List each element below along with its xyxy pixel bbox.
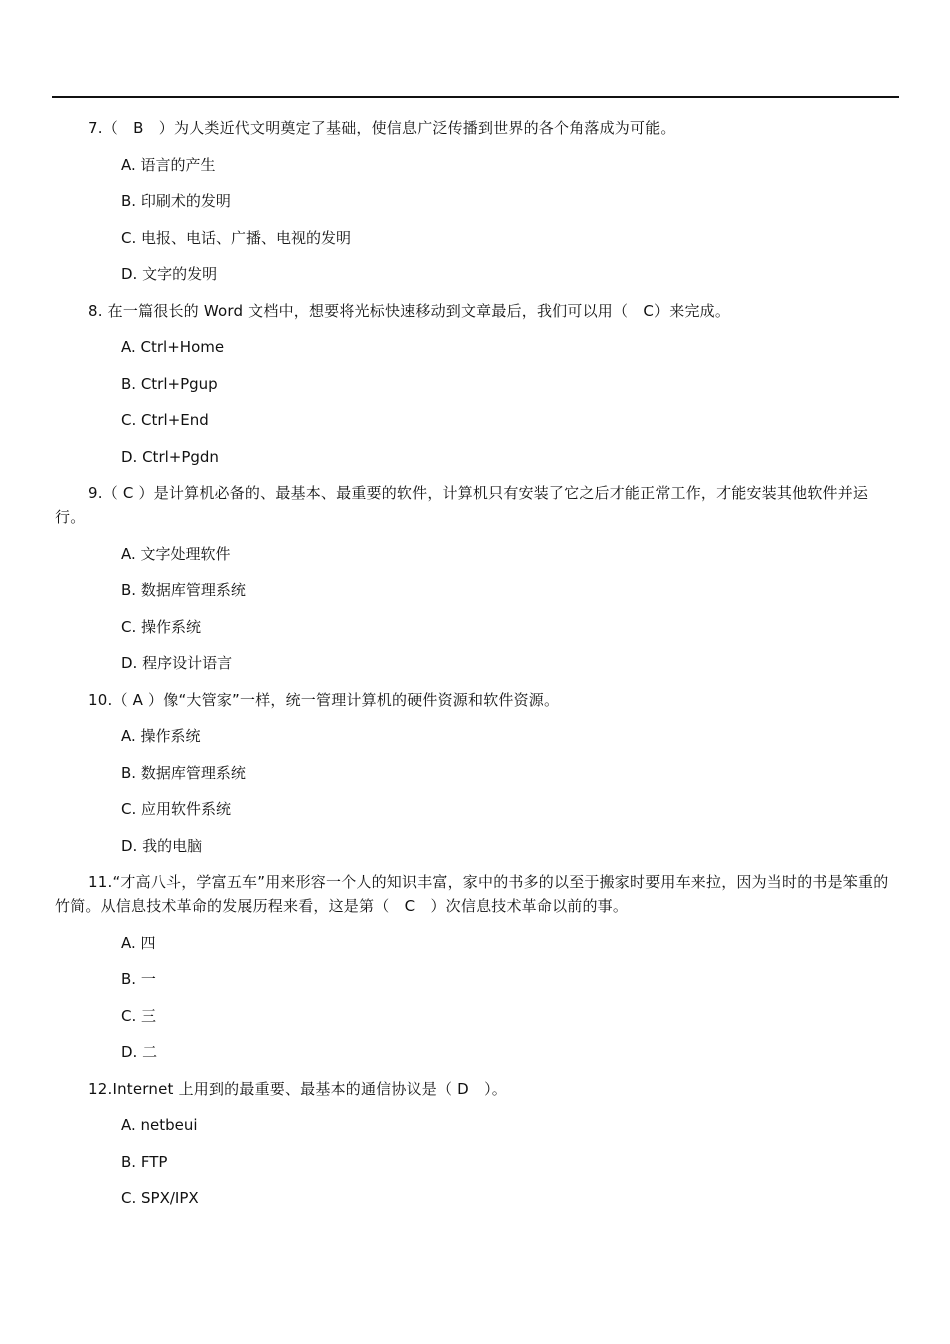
option-b: B. 印刷术的发明 — [121, 192, 231, 210]
option-c: C. 电报、电话、广播、电视的发明 — [121, 228, 352, 247]
option-a: A. 语言的产生 — [121, 155, 216, 174]
question-stem: 12.Internet 上用到的最重要、最基本的通信协议是（ D ）。 — [88, 1079, 508, 1098]
question-10 — [0, 688, 950, 858]
option-c: C. 应用软件系统 — [121, 800, 232, 818]
option-c: C. 三 — [121, 1006, 157, 1025]
question-7 — [0, 116, 950, 286]
option-b: B. 数据库管理系统 — [121, 763, 246, 782]
question-stem: 7.（ B ）为人类近代文明奠定了基础，使信息广泛传播到世界的各个角落成为可能。 — [88, 119, 676, 137]
question-8 — [0, 299, 950, 469]
option-b: B. FTP — [121, 1152, 168, 1171]
option-a: A. netbeui — [121, 1116, 198, 1134]
option-b: B. Ctrl+Pgup — [121, 374, 218, 393]
question-stem: 8. 在一篇很长的 Word 文档中，想要将光标快速移动到文章最后，我们可以用（ C）来完成。 — [88, 301, 731, 320]
option-a: A. Ctrl+Home — [121, 338, 225, 356]
option-c: C. 操作系统 — [121, 617, 202, 636]
option-b: B. 数据库管理系统 — [121, 581, 246, 599]
option-b: B. 一 — [121, 970, 156, 988]
question-9 — [0, 481, 950, 675]
question-stem: 11.“才高八斗，学富五车”用来形容一个人的知识丰富，家中的书多的以至于搬家时要用车来拉，因为当时的书是笨重的竹简。从信息技术革命的发展历程来看，这是第（ C ）次信息技术革命以前的事。 — [55, 873, 889, 915]
option-d: D. 程序设计语言 — [121, 654, 233, 672]
option-a: A. 操作系统 — [121, 727, 201, 745]
option-c: C. SPX/IPX — [121, 1189, 199, 1207]
question-12 — [0, 1077, 950, 1211]
header-rule — [52, 96, 899, 98]
option-a: A. 文字处理软件 — [121, 544, 231, 563]
option-d: D. Ctrl+Pgdn — [121, 447, 219, 466]
question-stem: 9.（ C ）是计算机必备的、最基本、最重要的软件，计算机只有安装了它之后才能正常工作，才能安装其他软件并运行。 — [55, 484, 869, 526]
option-d: D. 我的电脑 — [121, 836, 203, 855]
question-stem: 10.（ A ）像“大管家”一样，统一管理计算机的硬件资源和软件资源。 — [88, 690, 560, 709]
option-d: D. 文字的发明 — [121, 265, 218, 283]
question-11 — [0, 870, 950, 1064]
option-c: C. Ctrl+End — [121, 411, 209, 429]
option-d: D. 二 — [121, 1043, 158, 1061]
option-a: A. 四 — [121, 933, 156, 952]
question-list — [0, 116, 950, 1210]
